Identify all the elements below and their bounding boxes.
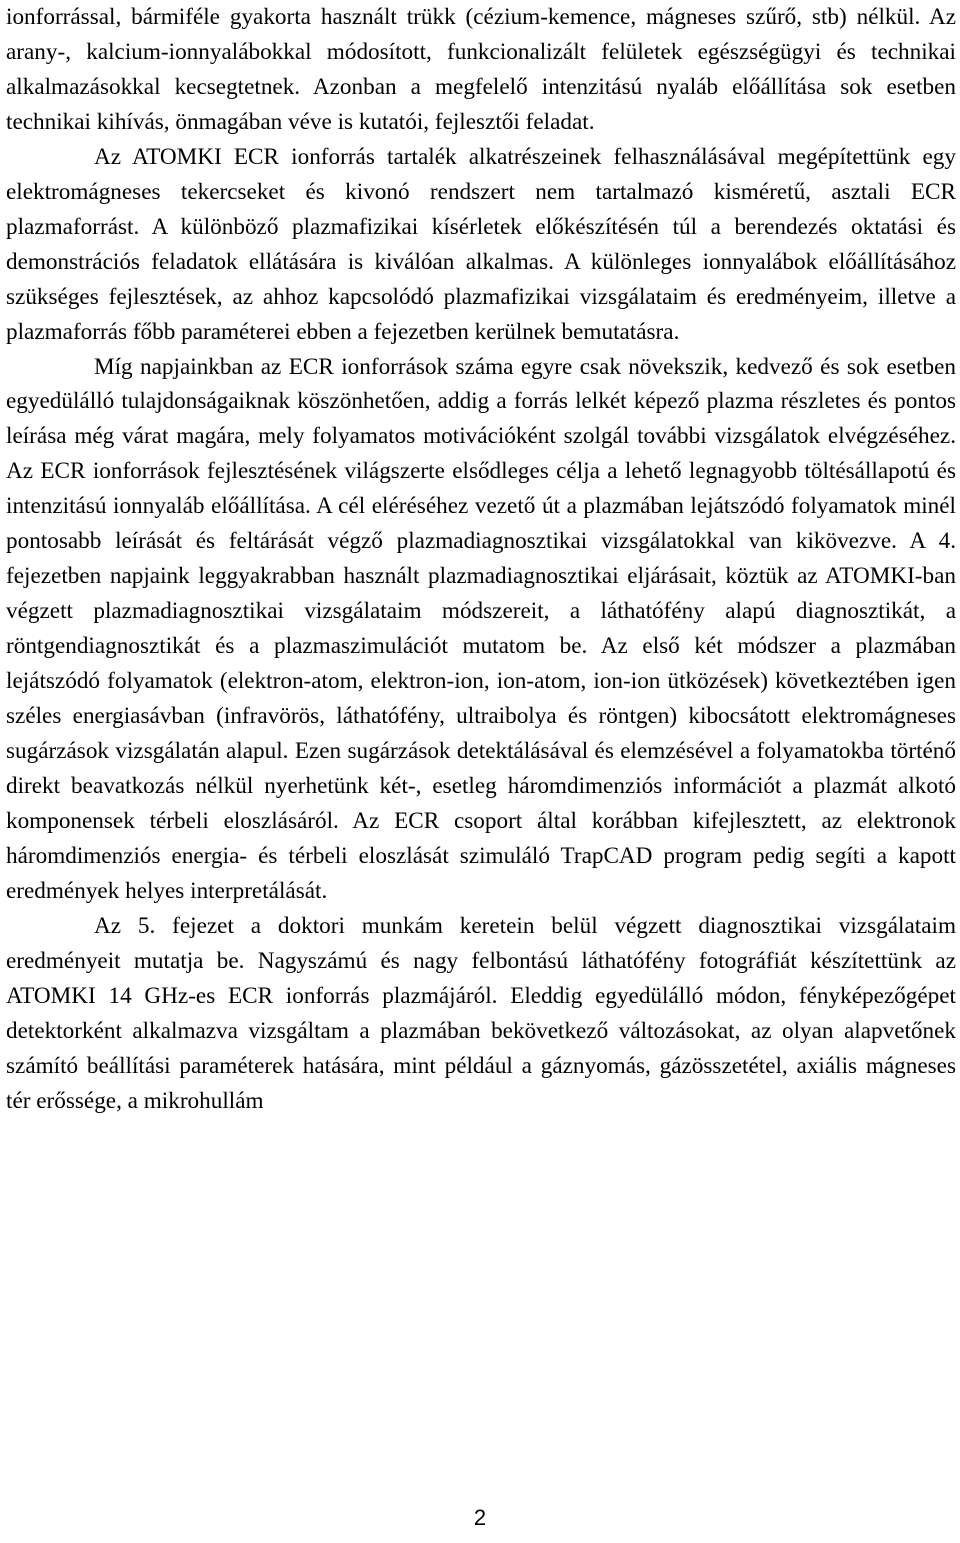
paragraph-3: Míg napjainkban az ECR ionforrások száma egyre csak növekszik, kedvező és sok esetben egyedülálló tulajdonságaiknak köszönhetően, addig a forrás lelkét képező plazma részletes és pontos leírása még várat magára, mely folyamatos motivációként szolgál további vizsgálatok elvégzéséhez. Az ECR ionforrások fejlesztésének világszerte elsődleges célja a lehető legnagyobb töltésállapotú és intenzitású ionnyaláb előállítása. A cél eléréséhez vezető út a plazmában lejátszódó folyamatok minél pontosabb leírását és feltárását végző plazmadiagnosztikai vizsgálatokkal van kikövezve. A 4. fejezetben napjaink leggyakrabban használt plazmadiagnosztikai eljárásait, köztük az ATOMKI-ban végzett plazmadiagnosztikai vizsgálataim módszereit, a láthatófény alapú diagnosztikát, a röntgendiagnosztikát és a plazmaszimulációt mutatom be. Az első két módszer a plazmában lejátszódó folyamatok (elektron-atom, elektron-ion, ion-atom, ion-ion ütközések) következtében igen széles energiasávban (infravörös, láthatófény, ultraibolya és röntgen) kibocsátott elektromágneses sugárzások vizsgálatán alapul. Ezen sugárzások detektálásával és elemzésével a folyamatokba történő direkt beavatkozás nélkül nyerhetünk két-, esetleg háromdimenziós információt a plazmát alkotó komponensek térbeli eloszlásáról. Az ECR csoport által korábban kifejlesztett, az elektronok háromdimenziós energia- és térbeli eloszlását szimuláló TrapCAD program pedig segíti a kapott eredmények helyes interpretálását. — [6, 353, 956, 904]
page-number: 2 — [473, 1505, 487, 1530]
paragraph-1: ionforrással, bármiféle gyakorta használt trükk (cézium-kemence, mágneses szűrő, stb) nélkül. Az arany-, kalcium-ionnyalábokkal módosított, funkcionalizált felületek egészségügyi és technikai alkalmazásokkal kecsegtetnek. Azonban a megfelelő intenzitású nyaláb előállítása sok esetben technikai kihívás, önmagában véve is kutatói, fejlesztői feladat. — [6, 4, 956, 135]
body-text — [6, 0, 956, 1119]
paragraph-4: Az 5. fejezet a doktori munkám keretein belül végzett diagnosztikai vizsgálataim eredményeit mutatja be. Nagyszámú és nagy felbontású láthatófény fotográfiát készítettünk az ATOMKI 14 GHz-es ECR ionforrás plazmájáról. Eleddig egyedülálló módon, fényképezőgépet detektorként alkalmazva vizsgáltam a plazmában bekövetkező változásokat, az olyan alapvetőnek számító beállítási paraméterek hatására, mint például a gáznyomás, gázösszetétel, axiális mágneses tér erőssége, a mikrohullám — [6, 912, 956, 1114]
paragraph-2: Az ATOMKI ECR ionforrás tartalék alkatrészeinek felhasználásával megépítettünk egy elektromágneses tekercseket és kivonó rendszert nem tartalmazó kisméretű, asztali ECR plazmaforrást. A különböző plazmafizikai kísérletek előkészítésén túl a berendezés oktatási és demonstrációs feladatok ellátására is kiválóan alkalmas. A különleges ionnyalábok előállításához szükséges fejlesztések, az ahhoz kapcsolódó plazmafizikai vizsgálataim és eredményeim, illetve a plazmaforrás főbb paraméterei ebben a fejezetben kerülnek bemutatásra. — [6, 143, 956, 345]
